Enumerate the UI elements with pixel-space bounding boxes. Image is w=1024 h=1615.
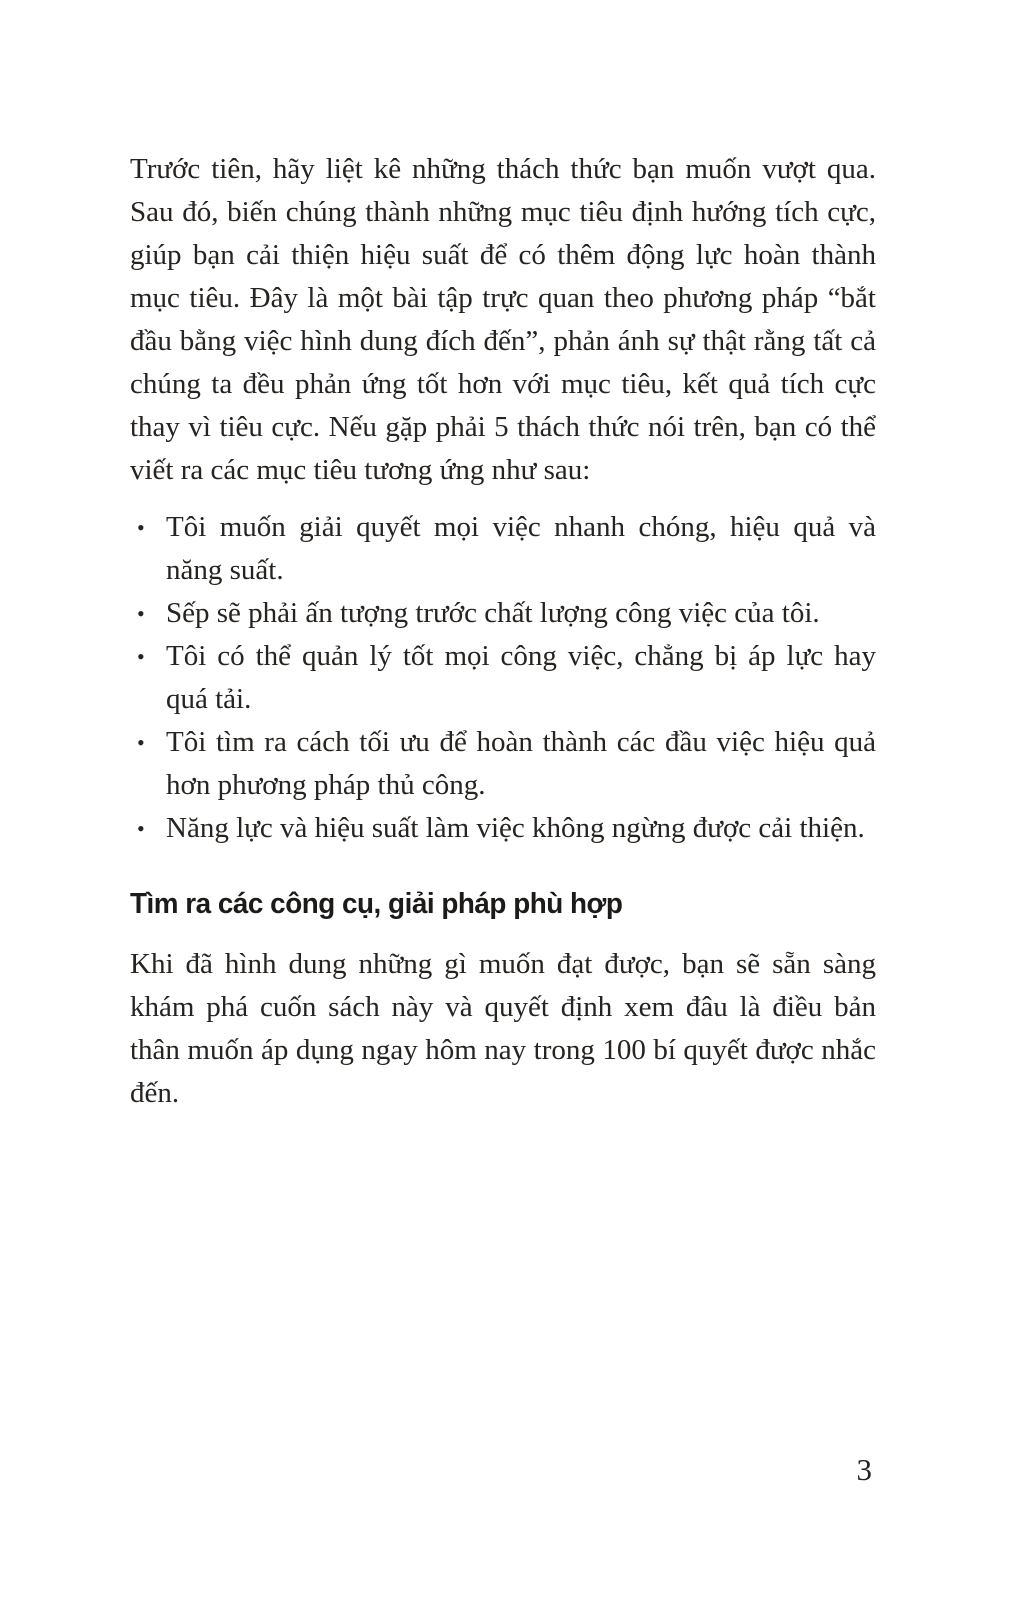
intro-paragraph: Trước tiên, hãy liệt kê những thách thức bạn muốn vượt qua. Sau đó, biến chúng thành những mục tiêu định hướng tích cực, giúp bạn cải thiện hiệu suất để có thêm động lực hoàn thành mục tiêu. Đây là một bài tập trực quan theo phương pháp “bắt đầu bằng việc hình dung đích đến”, phản ánh sự thật rằng tất cả chúng ta đều phản ứng tốt hơn với mục tiêu, kết quả tích cực thay vì tiêu cực. Nếu gặp phải 5 thách thức nói trên, bạn có thể viết ra các mục tiêu tương ứng như sau: [130, 153, 876, 486]
bullet-icon: • [137, 601, 145, 626]
section-heading: Tìm ra các công cụ, giải pháp phù hợp [130, 888, 623, 920]
list-item [130, 807, 876, 850]
page-number: 3 [856, 1452, 872, 1487]
list-item [130, 635, 876, 721]
bullet-icon: • [137, 730, 145, 755]
list-item-text: Tôi muốn giải quyết mọi việc nhanh chóng, hiệu quả và năng suất. [166, 511, 876, 586]
bullet-icon: • [137, 816, 145, 841]
bullet-icon: • [137, 515, 145, 540]
list-item [130, 506, 876, 592]
list-item-text: Tôi tìm ra cách tối ưu để hoàn thành các đầu việc hiệu quả hơn phương pháp thủ công. [166, 726, 876, 801]
list-item [130, 592, 876, 635]
goals-list [130, 506, 876, 850]
list-item [130, 721, 876, 807]
closing-paragraph: Khi đã hình dung những gì muốn đạt được, bạn sẽ sẵn sàng khám phá cuốn sách này và quyết định xem đâu là điều bản thân muốn áp dụng ngay hôm nay trong 100 bí quyết được nhắc đến. [130, 948, 876, 1109]
bullet-icon: • [137, 644, 145, 669]
list-item-text: Sếp sẽ phải ấn tượng trước chất lượng công việc của tôi. [166, 597, 820, 629]
list-item-text: Tôi có thể quản lý tốt mọi công việc, chẳng bị áp lực hay quá tải. [166, 640, 876, 715]
list-item-text: Năng lực và hiệu suất làm việc không ngừng được cải thiện. [166, 812, 865, 844]
